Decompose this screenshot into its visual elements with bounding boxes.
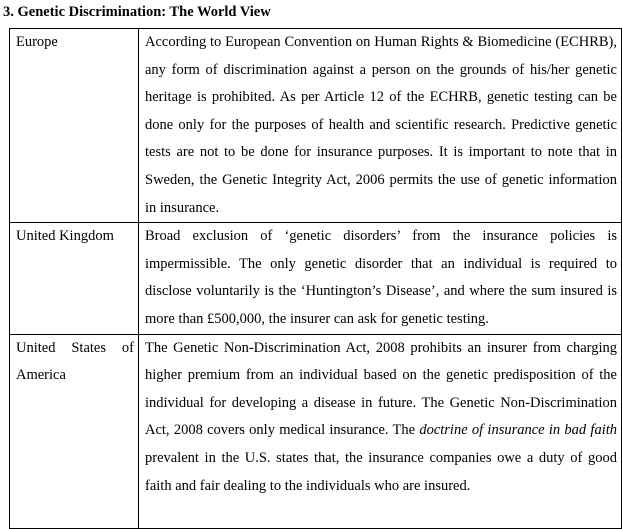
country-cell: Europe — [10, 29, 139, 223]
world-view-table — [9, 28, 622, 529]
country-cell: United Kingdom — [10, 223, 139, 334]
table-row-united-states — [10, 334, 622, 528]
description-text: The Genetic Non-Discrimination Act, 2008 prohibits an insurer from charging higher premium from an individual based on the genetic predisposition of the individual for developing a disease in future. The Genetic Non-Discrimination Act, 2008 covers only medical insurance. The — [145, 339, 617, 439]
description-cell: Broad exclusion of ‘genetic disorders’ from the insurance policies is impermissible. The only genetic disorder that an individual is required to disclose voluntarily is the ‘Huntington’s Disease’, and where the sum insured is more than £500,000, the insurer can ask for genetic testing. — [139, 223, 622, 334]
description-cell — [139, 334, 622, 528]
section-heading: 3. Genetic Discrimination: The World View — [3, 4, 271, 20]
description-cell: According to European Convention on Human Rights & Biomedicine (ECHRB), any form of discrimination against a person on the grounds of his/her genetic heritage is prohibited. As per Article 12 of the ECHRB, genetic testing can be done only for the purposes of health and scientific research. Predictive genetic tests are not to be done for insurance purposes. It is important to note that in Sweden, the Genetic Integrity Act, 2006 permits the use of genetic information in insurance. — [139, 29, 622, 223]
italic-phrase: doctrine of insurance in bad faith — [419, 422, 617, 439]
table-row-europe — [10, 29, 622, 223]
country-cell: United States of America — [10, 334, 139, 528]
table-row-united-kingdom — [10, 223, 622, 334]
description-text: prevalent in the U.S. states that, the insurance companies owe a duty of good faith and fair dealing to the individuals who are insured. — [145, 449, 617, 494]
